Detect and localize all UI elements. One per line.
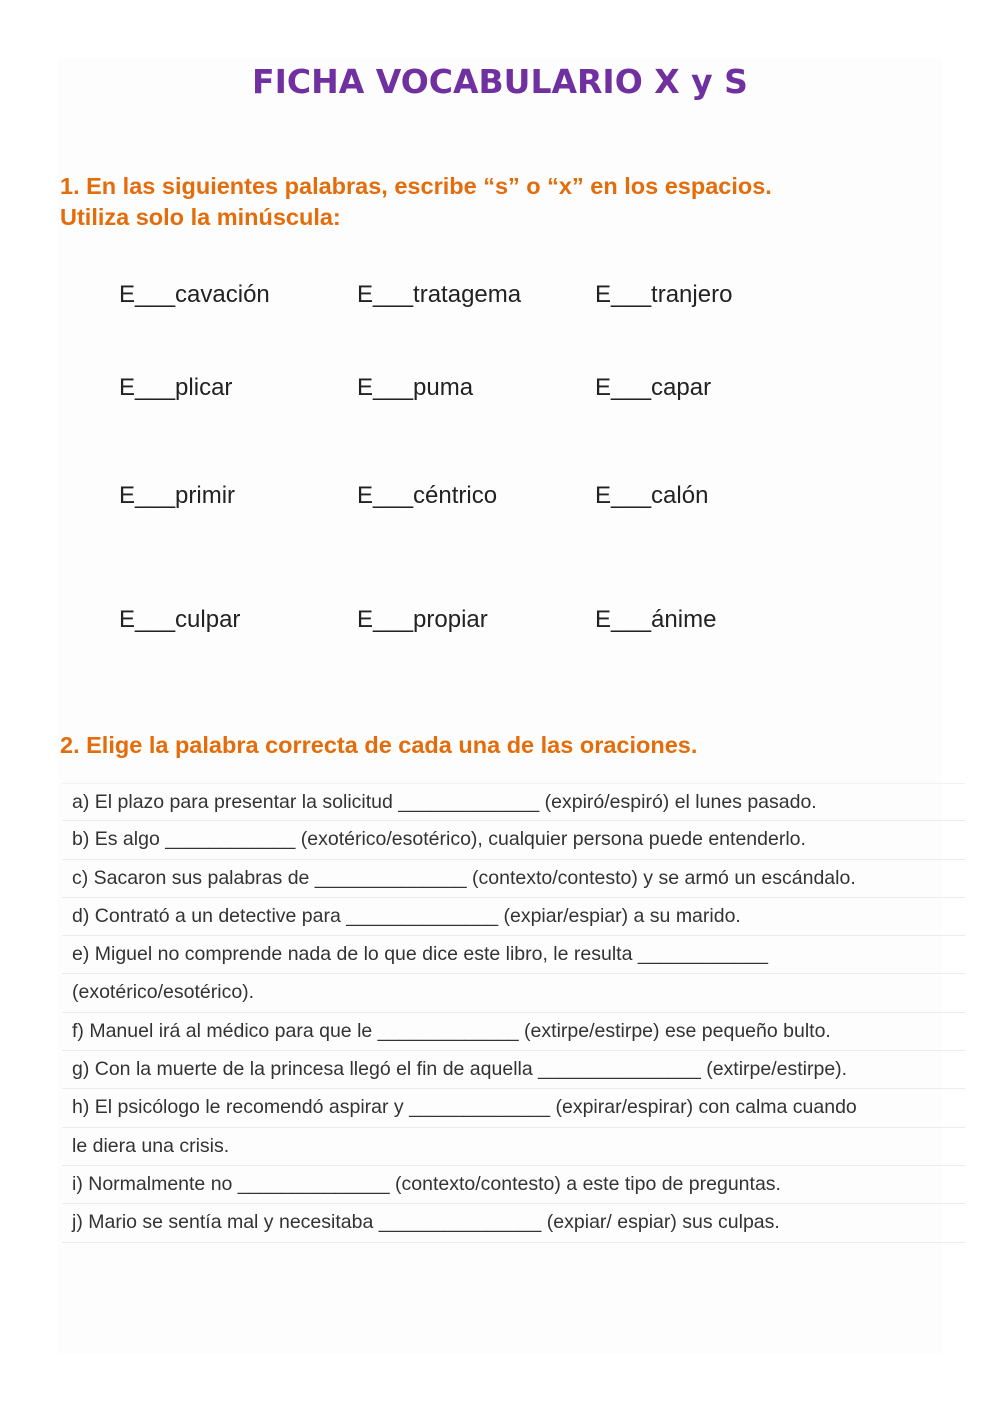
word-excentrico: E___céntrico [357, 482, 498, 509]
word-exprimir: E___primir [119, 482, 236, 509]
exercise-2-heading: 2. Elige la palabra correcta de cada una de las oraciones. [60, 732, 698, 758]
sentence-line-j: j) Mario se sentía mal y necesitaba _______________ (expiar/ espiar) sus culpas. [62, 1204, 965, 1242]
word-espuma: E___puma [357, 374, 474, 401]
word-exculpar: E___culpar [119, 606, 241, 633]
word-estratagema: E___tratagema [357, 281, 522, 308]
word-explicar: E___plicar [119, 374, 233, 401]
sentence-line-e-continued: (exotérico/esotérico). [62, 974, 965, 1012]
sentence-line-b: b) Es algo ____________ (exotérico/esotérico), cualquier persona puede entenderlo. [62, 821, 965, 859]
exercise-1-heading-line-1: 1. En las siguientes palabras, escribe “s” o “x” en los espacios. [60, 173, 772, 199]
word-excavacion: E___cavación [119, 281, 270, 308]
word-extranjero: E___tranjero [595, 281, 733, 308]
sentence-line-a: a) El plazo para presentar la solicitud _____________ (expiró/espiró) el lunes pasado. [62, 783, 965, 821]
exercise-1-heading-line-2: Utiliza solo la minúscula: [60, 204, 341, 230]
exercise-2-sentence-list [62, 783, 965, 1243]
exercise-1-heading [60, 171, 772, 233]
sentence-line-i: i) Normalmente no ______________ (contexto/contesto) a este tipo de preguntas. [62, 1166, 965, 1204]
word-exanime: E___ánime [595, 606, 717, 633]
sentence-line-c: c) Sacaron sus palabras de ______________ (contexto/contesto) y se armó un escándalo. [62, 860, 965, 898]
sentence-line-f: f) Manuel irá al médico para que le _____________ (extirpe/estirpe) ese pequeño bulto. [62, 1013, 965, 1051]
word-escalon: E___calón [595, 482, 709, 509]
sentence-line-g: g) Con la muerte de la princesa llegó el fin de aquella _______________ (extirpe/estirpe). [62, 1051, 965, 1089]
sentence-line-d: d) Contrató a un detective para ______________ (expiar/espiar) a su marido. [62, 898, 965, 936]
sentence-line-e: e) Miguel no comprende nada de lo que dice este libro, le resulta ____________ [62, 936, 965, 974]
sentence-line-h: h) El psicólogo le recomendó aspirar y _____________ (expirar/espirar) con calma cuando [62, 1089, 965, 1127]
page-title: FICHA VOCABULARIO X y S [252, 62, 748, 101]
word-escapar: E___capar [595, 374, 712, 401]
word-expropiar: E___propiar [357, 606, 488, 633]
sentence-line-h-continued: le diera una crisis. [62, 1128, 965, 1166]
